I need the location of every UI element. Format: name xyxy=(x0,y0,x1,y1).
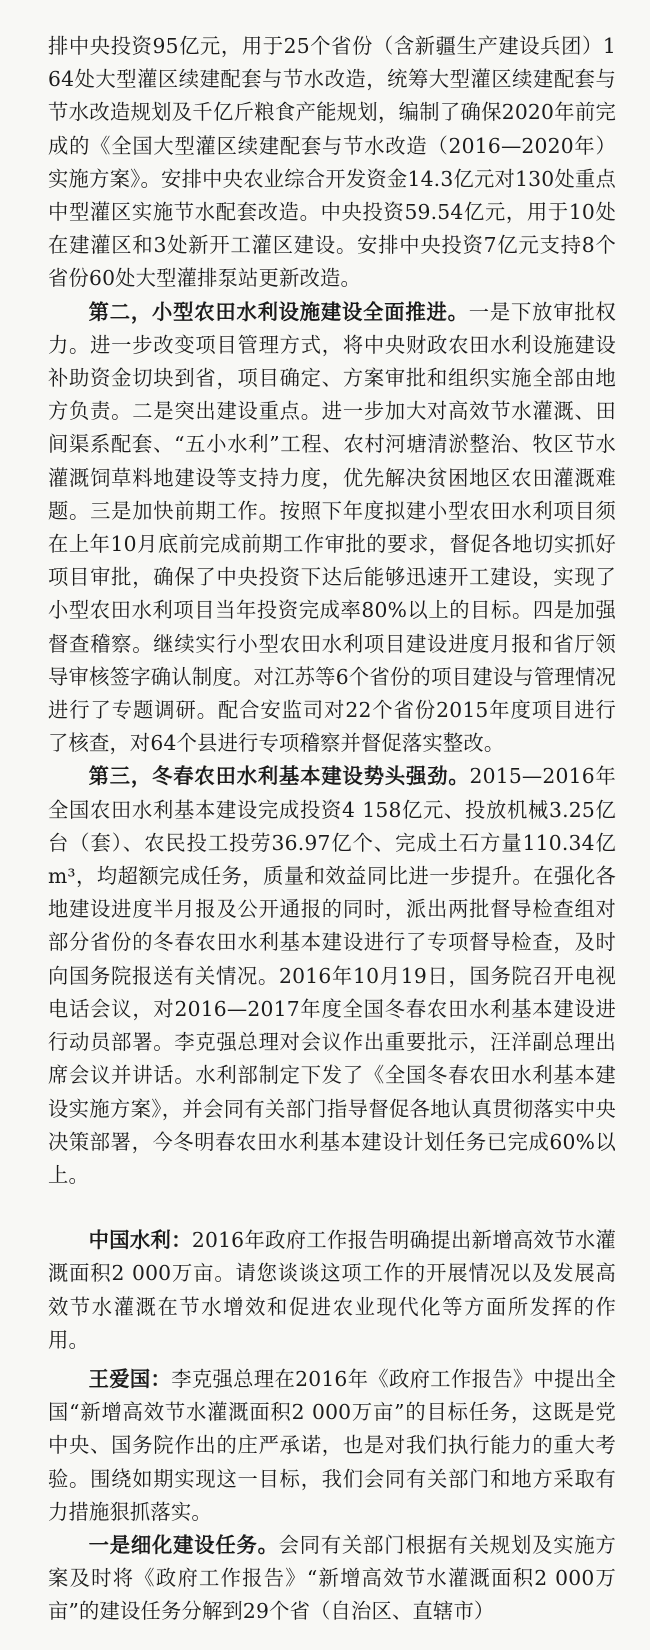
paragraph-2 xyxy=(48,296,616,761)
paragraph-2-lead: 第二，小型农田水利设施建设全面推进。 xyxy=(88,299,469,324)
qa-question xyxy=(48,1224,616,1357)
question-text: 2016年政府工作报告明确提出新增高效节水灌溉面积2 000万亩。请您谈谈这项工作的开展情况以及发展高效节水灌溉在节水增效和促进农业现代化等方面所发挥的作用。 xyxy=(48,1228,616,1352)
answer-point-1-lead: 一是细化建设任务。 xyxy=(88,1532,279,1557)
qa-answer xyxy=(48,1363,616,1529)
answer-point-1-text: 会同有关部门根据有关规划及实施方案及时将《政府工作报告》“新增高效节水灌溉面积2 000万亩”的建设任务分解到29个省（自治区、直辖市） xyxy=(48,1532,616,1624)
paragraph-2-text: 一是下放审批权力。进一步改变项目管理方式，将中央财政农田水利设施建设补助资金切块到省，项目确定、方案审批和组织实施全部由地方负责。二是突出建设重点。进一步加大对高效节水灌溉、田间渠系配套、“五小水利”工程、农村河塘清淤整治、牧区节水灌溉饲草料地建设等支持力度，优先解决贫困地区农田灌溉难题。三是加快前期工作。按照下年度拟建小型农田水利项目须在上年10月底前完成前期工作审批的要求，督促各地切实抓好项目审批，确保了中央投资下达后能够迅速开工建设，实现了小型农田水利项目当年投资完成率80%以上的目标。四是加强督查稽察。继续实行小型农田水利项目建设进度月报和省厅领导审核签字确认制度。对江苏等6个省份的项目建设与管理情况进行了专题调研。配合安监司对22个省份2015年度项目进行了核查，对64个县进行专项稽察并督促落实整改。 xyxy=(48,299,616,756)
paragraph-3 xyxy=(48,760,616,1192)
paragraph-3-lead: 第三，冬春农田水利基本建设势头强劲。 xyxy=(88,764,470,789)
paragraph-1-text: 排中央投资95亿元，用于25个省份（含新疆生产建设兵团）164处大型灌区续建配套与节水改造，统筹大型灌区续建配套与节水改造规划及千亿斤粮食产能规划，编制了确保2020年前完成的《全国大型灌区续建配套与节水改造（2016—2020年）实施方案》。安排中央农业综合开发资金14.3亿元对130处重点中型灌区实施节水配套改造。中央投资59.54亿元，用于10处在建灌区和3处新开工灌区建设。安排中央投资7亿元支持8个省份60处大型灌排泵站更新改造。 xyxy=(48,34,616,291)
speaker-china-water: 中国水利： xyxy=(88,1228,192,1253)
speaker-wang-aiguo: 王爱国： xyxy=(88,1366,172,1391)
answer-point-1 xyxy=(48,1529,616,1629)
paragraph-3-text: 2015—2016年全国农田水利基本建设完成投资4 158亿元、投放机械3.25亿台（套）、农民投工投劳36.97亿个、完成土石方量110.34亿m³，均超额完成任务，质量和效益同比进一步提升。在强化各地建设进度半月报及公开通报的同时，派出两批督导检查组对部分省份的冬春农田水利基本建设进行了专项督导检查，及时向国务院报送有关情况。2016年10月19日，国务院召开电视电话会议，对2016—2017年度全国冬春农田水利基本建设进行动员部署。李克强总理对会议作出重要批示，汪洋副总理出席会议并讲话。水利部制定下发了《全国冬春农田水利基本建设实施方案》，并会同有关部门指导督促各地认真贯彻落实中央决策部署，今冬明春农田水利基本建设计划任务已完成60%以上。 xyxy=(48,764,616,1187)
section-gap xyxy=(48,1192,616,1224)
answer-text: 李克强总理在2016年《政府工作报告》中提出全国“新增高效节水灌溉面积2 000万亩”的目标任务，这既是党中央、国务院作出的庄严承诺，也是对我们执行能力的重大考验。围绕如期实现这一目标，我们会同有关部门和地方采取有力措施狠抓落实。 xyxy=(48,1366,616,1524)
paragraph-1 xyxy=(48,30,616,296)
